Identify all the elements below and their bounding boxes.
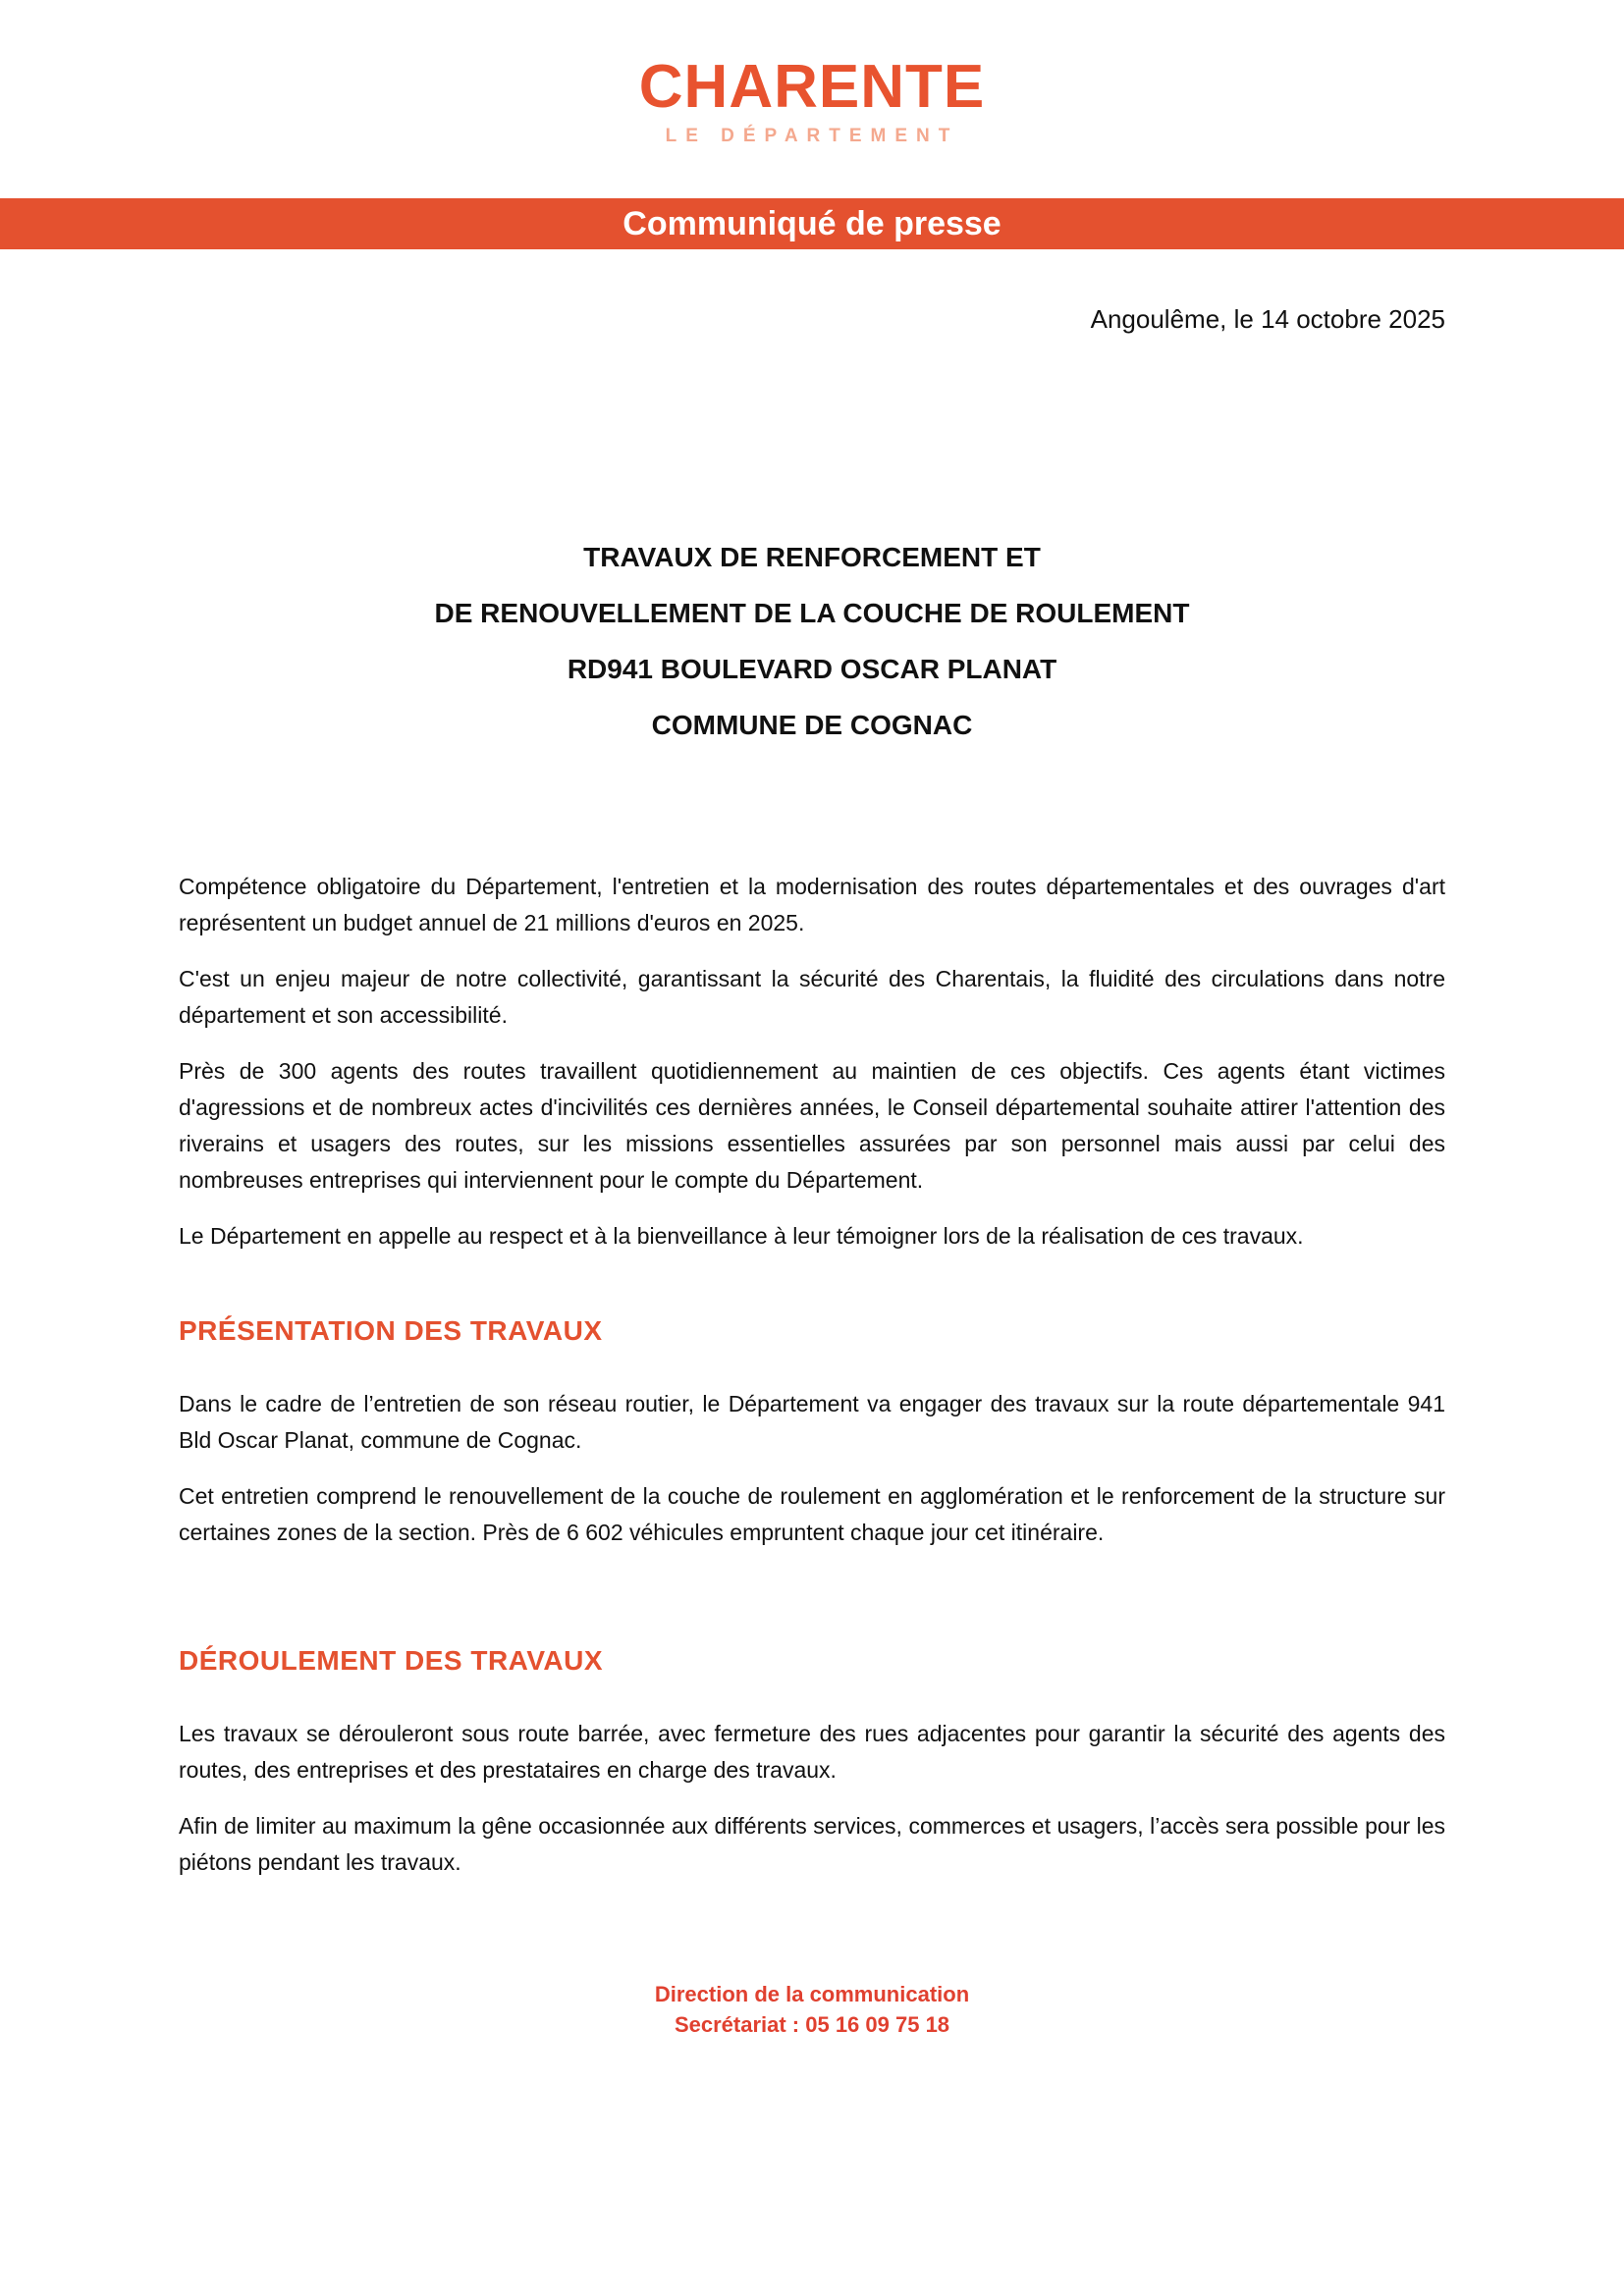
title-line: RD941 BOULEVARD OSCAR PLANAT <box>567 654 1057 684</box>
section-heading: PRÉSENTATION DES TRAVAUX <box>179 1315 603 1346</box>
banner-label: Communiqué de presse <box>623 204 1001 242</box>
paragraph: C'est un enjeu majeur de notre collectivité, garantissant la sécurité des Charentais, la fluidité des circulations dans notre département et son accessibilité. <box>179 966 1445 1028</box>
section-presentation <box>179 1315 1445 1551</box>
footer-line-secretariat: Secrétariat : 05 16 09 75 18 <box>674 2012 950 2037</box>
section-heading: DÉROULEMENT DES TRAVAUX <box>179 1645 604 1676</box>
paragraph: Compétence obligatoire du Département, l'entretien et la modernisation des routes départementales et des ouvrages d'art représentent un budget annuel de 21 millions d'euros en 2025. <box>179 874 1445 935</box>
logo-title: CHARENTE <box>638 53 986 121</box>
paragraph: Le Département en appelle au respect et à la bienveillance à leur témoigner lors de la réalisation de ces travaux. <box>179 1223 1304 1249</box>
logo-subtitle: LE DÉPARTEMENT <box>665 126 959 146</box>
paragraph: Afin de limiter au maximum la gêne occasionnée aux différents services, commerces et usagers, l’accès sera possible pour les piétons pendant les travaux. <box>179 1813 1445 1875</box>
title-line: TRAVAUX DE RENFORCEMENT ET <box>583 542 1041 572</box>
footer-line-direction: Direction de la communication <box>654 1982 970 2006</box>
title-line: DE RENOUVELLEMENT DE LA COUCHE DE ROULEMENT <box>434 598 1190 628</box>
press-release-banner <box>0 198 1624 249</box>
document-title <box>179 529 1445 753</box>
paragraph: Dans le cadre de l’entretien de son réseau routier, le Département va engager des travaux sur la route départementale 941 Bld Oscar Planat, commune de Cognac. <box>179 1391 1445 1453</box>
dateline: Angoulême, le 14 octobre 2025 <box>1090 304 1445 334</box>
document-content <box>179 304 1445 2040</box>
footer-contact <box>179 1979 1445 2040</box>
paragraph: Les travaux se dérouleront sous route barrée, avec fermeture des rues adjacentes pour garantir la sécurité des agents des routes, des entreprises et des prestataires en charge des travaux. <box>179 1721 1445 1783</box>
charente-logo <box>0 0 1624 147</box>
intro-paragraphs <box>179 869 1445 1255</box>
paragraph: Près de 300 agents des routes travaillent quotidiennement au maintien de ces objectifs. Ces agents étant victimes d'agressions et de nombreux actes d'incivilités ces dernières années, le Conseil départemental souhaite attirer l'attention des riverains et usagers des routes, sur les missions essentielles assurées par son personnel mais aussi par celui des nombreuses entreprises qui interviennent pour le compte du Département. <box>179 1058 1445 1193</box>
title-line: COMMUNE DE COGNAC <box>651 710 973 740</box>
section-deroulement <box>179 1645 1445 1881</box>
paragraph: Cet entretien comprend le renouvellement de la couche de roulement en agglomération et le renforcement de la structure sur certaines zones de la section. Près de 6 602 véhicules empruntent chaque jour cet itinéraire. <box>179 1483 1445 1545</box>
